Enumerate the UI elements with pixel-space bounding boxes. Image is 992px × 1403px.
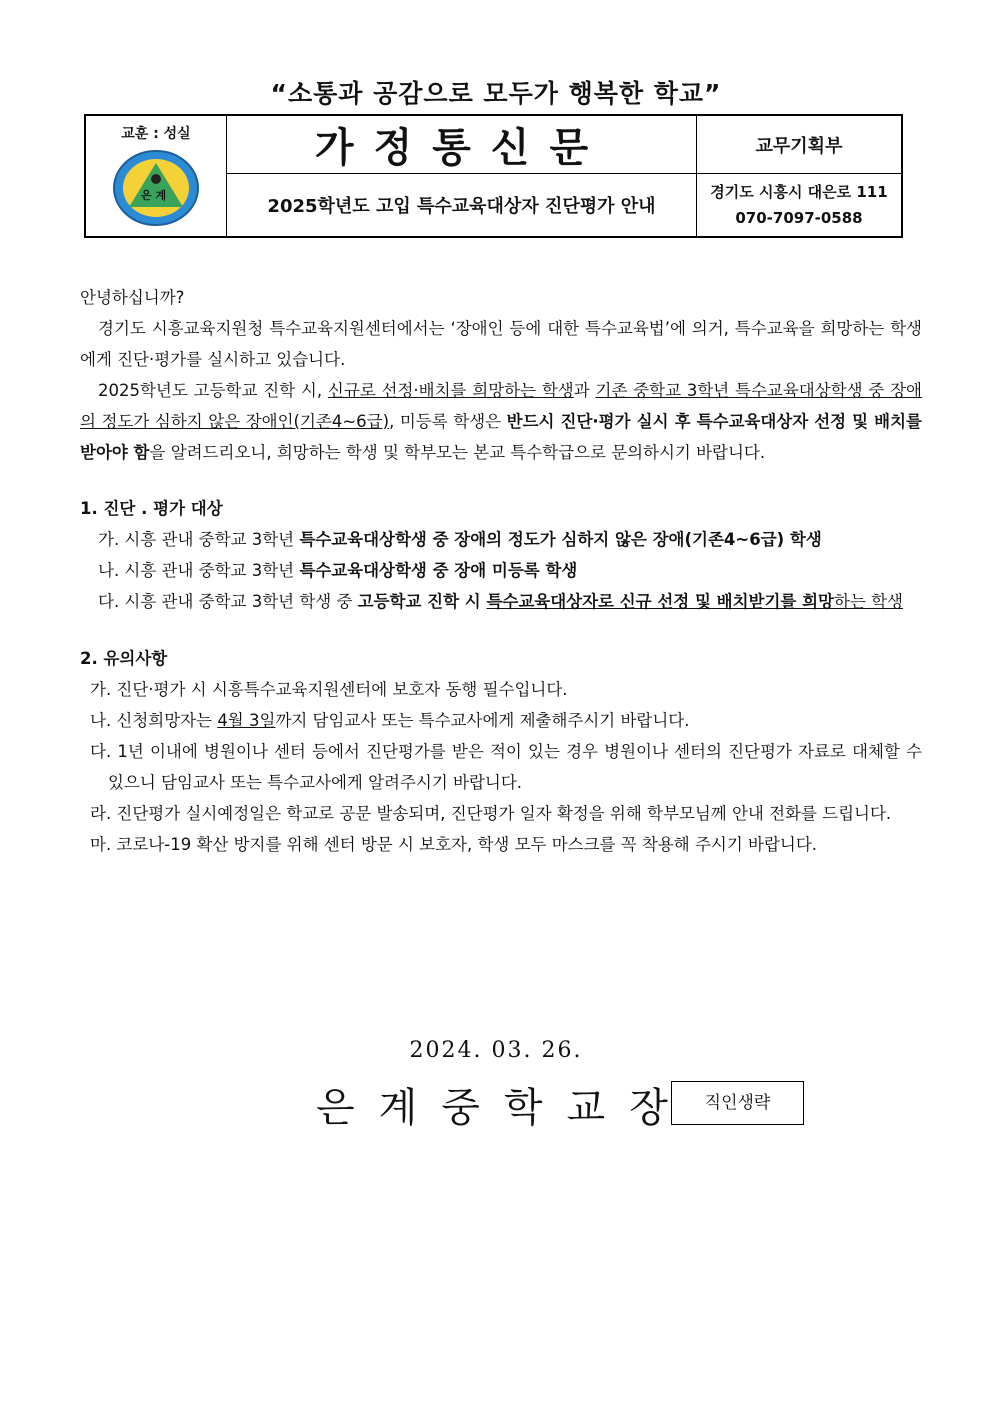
section-2-item-e: 마. 코로나-19 확산 방지를 위해 센터 방문 시 보호자, 학생 모두 마스크를 꼭 착용해 주시기 바랍니다. bbox=[90, 835, 818, 854]
deadline-date: 4월 3일 bbox=[217, 711, 276, 730]
section-2-title: 2. 유의사항 bbox=[80, 649, 168, 668]
item-b-prefix: 나. 시흥 관내 중학교 3학년 bbox=[98, 561, 300, 580]
p2-text-a: 2025학년도 고등학교 진학 시, bbox=[98, 381, 328, 400]
letter-body bbox=[80, 282, 922, 860]
intro-paragraph-2 bbox=[80, 375, 922, 468]
school-phone: 070-7097-0588 bbox=[735, 209, 863, 227]
newsletter-header bbox=[84, 114, 903, 238]
logo-text: 은 계 bbox=[141, 189, 167, 202]
school-slogan: “소통과 공감으로 모두가 행복한 학교” bbox=[270, 79, 722, 108]
p2-text-c: , 미등록 학생은 bbox=[389, 412, 507, 431]
item-b-pre: 나. 신청희망자는 bbox=[90, 711, 218, 730]
school-address: 경기도 시흥시 대은로 111 bbox=[710, 183, 888, 201]
item-c-bold: 고등학교 진학 시 bbox=[357, 592, 487, 611]
section-2-item-d: 라. 진단평가 실시예정일은 학교로 공문 발송되며, 진단평가 일자 확정을 위해 학부모님께 안내 전화를 드립니다. bbox=[90, 804, 892, 823]
school-logo-icon bbox=[86, 149, 226, 231]
intro-paragraph-1: 경기도 시흥교육지원청 특수교육지원센터에서는 ‘장애인 등에 대한 특수교육법’에 의거, 특수교육을 희망하는 학생에게 진단·평가를 실시하고 있습니다. bbox=[80, 319, 922, 369]
department: 교무기획부 bbox=[697, 115, 903, 174]
section-2-item-b bbox=[80, 705, 922, 736]
item-a-bold: 특수교육대상학생 중 장애의 정도가 심하지 않은 장애(기존4~6급) 학생 bbox=[299, 530, 822, 549]
issue-date: 2024. 03. 26. bbox=[409, 1038, 583, 1063]
section-1-item-a bbox=[80, 524, 922, 555]
section-1-title: 1. 진단 . 평가 대상 bbox=[80, 499, 223, 518]
item-c-prefix: 다. 시흥 관내 중학교 3학년 학생 중 bbox=[98, 592, 358, 611]
notice-subtitle: 2025학년도 고입 특수교육대상자 진단평가 안내 bbox=[227, 174, 697, 238]
p2-text-b: 과 bbox=[573, 381, 596, 400]
section-2-item-a: 가. 진단·평가 시 시흥특수교육지원센터에 보호자 동행 필수입니다. bbox=[90, 680, 568, 699]
item-b-bold: 특수교육대상학생 중 장애 미등록 학생 bbox=[299, 561, 578, 580]
section-1-item-c bbox=[80, 586, 922, 617]
p2-underline-1: 신규로 선정·배치를 희망하는 학생 bbox=[327, 381, 574, 400]
section-1-item-b bbox=[80, 555, 922, 586]
p2-text-d: 을 알려드리오니, 희망하는 학생 및 학부모는 본교 특수학급으로 문의하시기 바랍니다. bbox=[149, 443, 766, 462]
seal-omitted-box: 직인생략 bbox=[671, 1081, 804, 1125]
principal-signature: 은계중학교장 bbox=[316, 1085, 692, 1131]
p2-bold: 반드시 진단·평가 실시 후 특수교육대상자 선정 및 배치를 받아야 함 bbox=[80, 412, 922, 462]
greeting: 안녕하십니까? bbox=[80, 288, 185, 307]
school-motto: 교훈 : 성실 bbox=[121, 126, 191, 142]
item-c-underline: 하는 학생 bbox=[834, 592, 904, 611]
p2-underline-2: 기존 중학교 3학년 특수교육대상학생 중 장애의 정도가 심하지 않은 장애인(기존4~6급) bbox=[80, 381, 923, 431]
item-c-bold-underline: 특수교육대상자로 신규 선정 및 배치받기를 희망 bbox=[486, 592, 834, 611]
item-a-prefix: 가. 시흥 관내 중학교 3학년 bbox=[98, 530, 300, 549]
school-contact bbox=[697, 174, 903, 238]
school-emblem-cell bbox=[85, 115, 227, 237]
item-b-post: 까지 담임교사 또는 특수교사에게 제출해주시기 바랍니다. bbox=[275, 711, 690, 730]
section-2-item-c: 다. 1년 이내에 병원이나 센터 등에서 진단평가를 받은 적이 있는 경우 병원이나 센터의 진단평가 자료로 대체할 수 있으니 담임교사 또는 특수교사에게 알려주시기 바랍니다. bbox=[90, 742, 922, 792]
newsletter-title: 가정통신문 bbox=[227, 115, 697, 174]
